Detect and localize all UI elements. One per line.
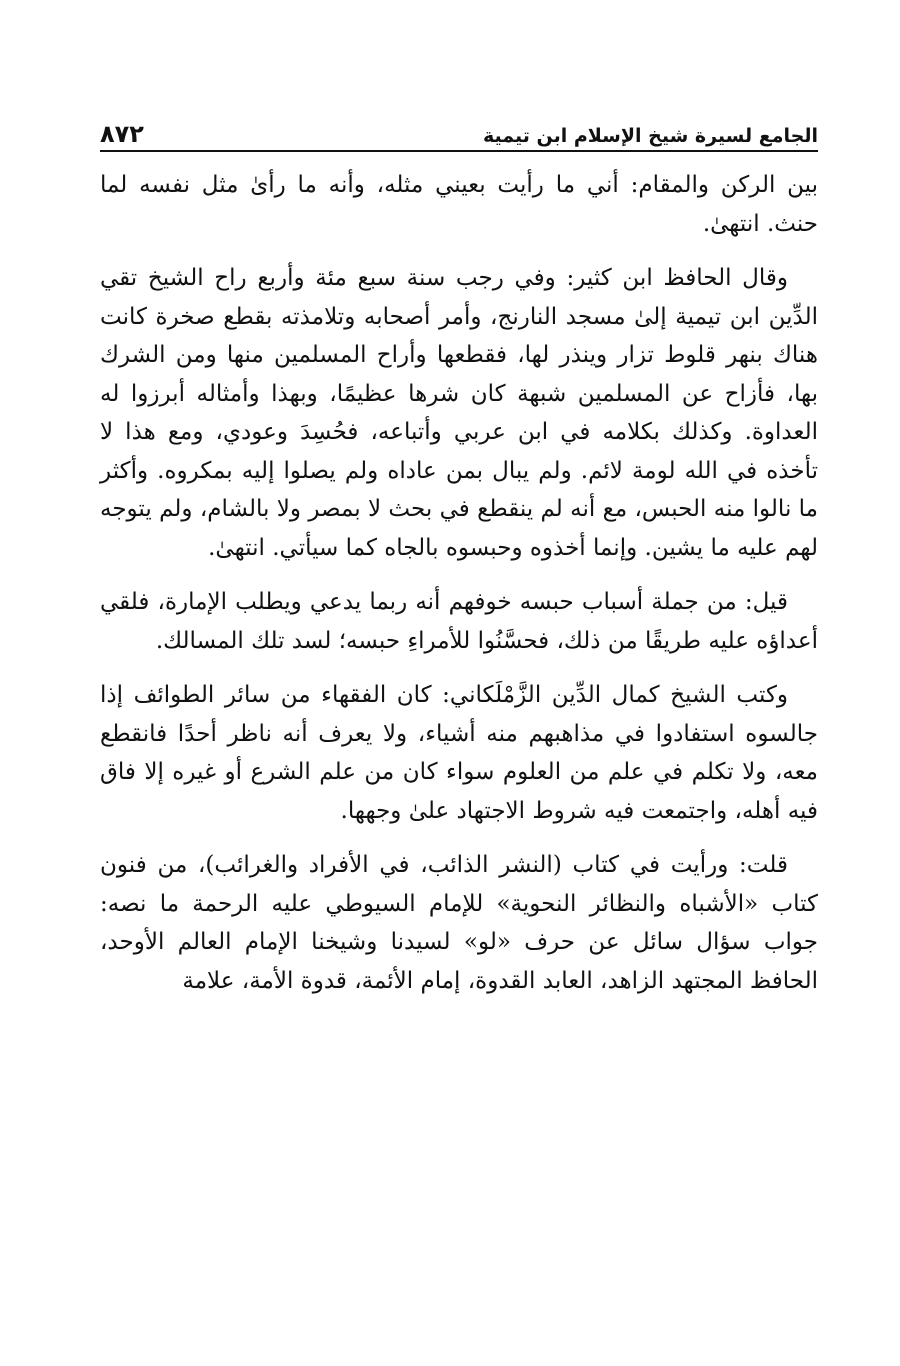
paragraph-zamlakani: وكتب الشيخ كمال الدِّين الزَّمْلَكاني: كان الفقهاء من سائر الطوائف إذا جالسوه استفادوا في مذاهبهم منه أشياء، ولا يعرف أنه ناظر أحدًا فانقطع معه، ولا تكلم في علم من العلوم سواء كان من علم الشرع أو غيره إلا فاق فيه أهله، واجتمعت فيه شروط الاجتهاد علىٰ وجهها. xyxy=(100,682,818,824)
paragraph-ibn-kathir: وقال الحافظ ابن كثير: وفي رجب سنة سبع مئة وأربع راح الشيخ تقي الدِّين ابن تيمية إلىٰ مسجد النارنج، وأمر أصحابه وتلامذته بقطع صخرة كانت هناك بنهر قلوط تزار وينذر لها، فقطعها وأراح المسلمين منها ومن الشرك بها، فأزاح عن المسلمين شبهة كان شرها عظيمًا، وبهذا وأمثاله أبرزوا له العداوة. وكذلك بكلامه في ابن عربي وأتباعه، فحُسِدَ وعودي، ومع هذا لا تأخذه في الله لومة لائم. ولم يبال بمن عاداه ولم يصلوا إليه بمكروه. وأكثر ما نالوا منه الحبس، مع أنه لم ينقطع في بحث لا بمصر ولا بالشام، ولم يتوجه لهم عليه ما يشين. وإنما أخذوه وحبسوه بالجاه كما سيأتي. انتهىٰ. xyxy=(100,265,818,561)
page-header xyxy=(100,108,818,152)
paragraph-imprisonment-reason: قيل: من جملة أسباب حبسه خوفهم أنه ربما يدعي ويطلب الإمارة، فلقي أعداؤه عليه طريقًا من ذلك، فحسَّنُوا للأمراءِ حبسه؛ لسد تلك المسالك. xyxy=(100,589,818,654)
page-body xyxy=(100,152,818,1000)
paragraph-suyuti: قلت: ورأيت في كتاب (النشر الذائب، في الأفراد والغرائب)، من فنون كتاب «الأشباه والنظائر النحوية» للإمام السيوطي عليه الرحمة ما نصه: جواب سؤال سائل عن حرف «لو» لسيدنا وشيخنا الإمام العالم الأوحد، الحافظ المجتهد الزاهد، العابد القدوة، إمام الأئمة، قدوة الأمة، علامة xyxy=(100,852,818,994)
book-page xyxy=(100,108,818,1016)
page-number: ٨٧٢ xyxy=(100,120,144,148)
running-title: الجامع لسيرة شيخ الإسلام ابن تيمية xyxy=(482,125,818,147)
paragraph-continuation: بين الركن والمقام: أني ما رأيت بعيني مثله، وأنه ما رأىٰ مثل نفسه لما حنث. انتهىٰ. xyxy=(100,172,818,237)
